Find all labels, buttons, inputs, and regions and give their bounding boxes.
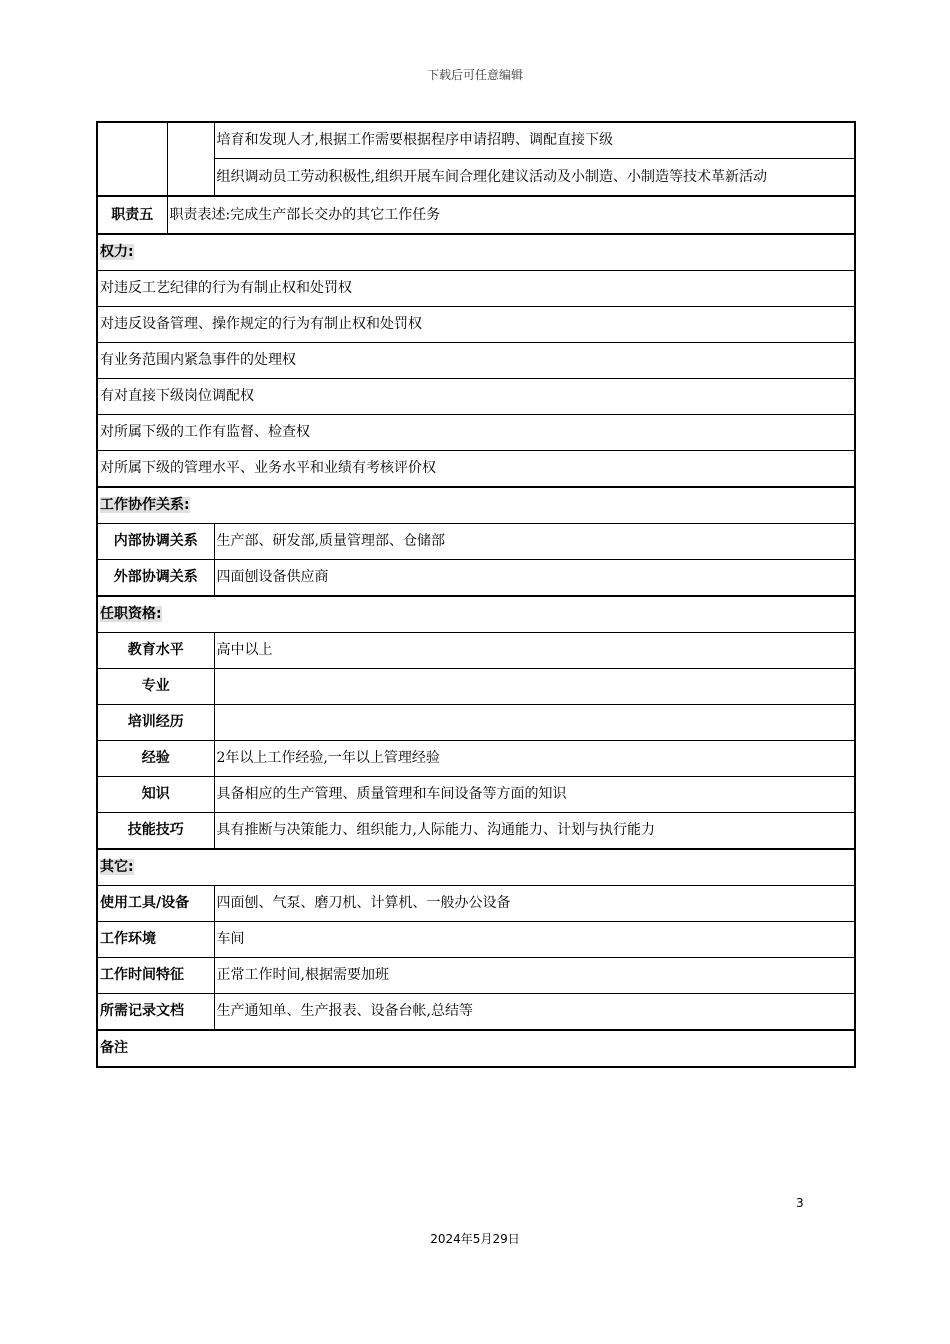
footer-date: 2024年5月29日	[430, 1232, 520, 1246]
power-title: 权力:	[100, 244, 134, 260]
qualification-label: 培训经历	[97, 705, 214, 741]
power-item: 有业务范围内紧急事件的处理权	[97, 343, 855, 379]
section-row	[97, 596, 855, 633]
table-row	[97, 633, 855, 669]
header-note: 下载后可任意编辑	[426, 68, 523, 82]
qualification-value: 具备相应的生产管理、质量管理和车间设备等方面的知识	[214, 777, 855, 813]
other-title: 其它:	[100, 859, 134, 875]
qualification-label: 专业	[97, 669, 214, 705]
other-label: 工作时间特征	[97, 958, 214, 994]
list-item	[97, 415, 855, 451]
duty5-text: 职责表述:完成生产部长交办的其它工作任务	[167, 196, 855, 234]
list-item	[97, 379, 855, 415]
other-value: 四面刨、气泵、磨刀机、计算机、一般办公设备	[214, 886, 855, 922]
cooperation-value: 四面刨设备供应商	[214, 560, 855, 597]
table-row	[97, 1030, 855, 1067]
table-row	[97, 958, 855, 994]
duty-detail-text: 组织调动员工劳动积极性,组织开展车间合理化建议活动及小制造、小制造等技术革新活动	[214, 159, 855, 197]
table-row	[97, 994, 855, 1031]
section-row	[97, 234, 855, 271]
table-row	[97, 669, 855, 705]
cooperation-title: 工作协作关系:	[100, 497, 190, 513]
other-value: 车间	[214, 922, 855, 958]
qualification-value: 2年以上工作经验,一年以上管理经验	[214, 741, 855, 777]
section-row	[97, 487, 855, 524]
power-item: 对违反设备管理、操作规定的行为有制止权和处罚权	[97, 307, 855, 343]
power-item: 对所属下级的工作有监督、检查权	[97, 415, 855, 451]
qualification-value: 高中以上	[214, 633, 855, 669]
table-row	[97, 560, 855, 597]
blank-cell	[97, 122, 167, 196]
list-item	[97, 307, 855, 343]
remarks-label: 备注	[97, 1030, 855, 1067]
duty5-label: 职责五	[97, 196, 167, 234]
qualification-value	[214, 669, 855, 705]
qualification-value: 具有推断与决策能力、组织能力,人际能力、沟通能力、计划与执行能力	[214, 813, 855, 850]
cooperation-label: 外部协调关系	[97, 560, 214, 597]
table-row	[97, 922, 855, 958]
qualification-title: 任职资格:	[100, 606, 162, 622]
job-description-table	[96, 121, 856, 1068]
table-row	[97, 741, 855, 777]
cooperation-value: 生产部、研发部,质量管理部、仓储部	[214, 524, 855, 560]
qualification-label: 经验	[97, 741, 214, 777]
other-label: 使用工具/设备	[97, 886, 214, 922]
list-item	[97, 343, 855, 379]
power-item: 对违反工艺纪律的行为有制止权和处罚权	[97, 271, 855, 307]
other-label: 工作环境	[97, 922, 214, 958]
list-item	[97, 271, 855, 307]
qualification-label: 知识	[97, 777, 214, 813]
page-number: 3	[796, 1196, 804, 1210]
table-row	[97, 886, 855, 922]
qualification-label: 技能技巧	[97, 813, 214, 850]
blank-cell	[167, 122, 214, 196]
other-label: 所需记录文档	[97, 994, 214, 1031]
table-row	[97, 122, 855, 159]
qualification-value	[214, 705, 855, 741]
table-row	[97, 524, 855, 560]
table-row	[97, 705, 855, 741]
list-item	[97, 451, 855, 488]
table-row	[97, 196, 855, 234]
table-row	[97, 777, 855, 813]
section-row	[97, 849, 855, 886]
table-row	[97, 813, 855, 850]
other-value: 正常工作时间,根据需要加班	[214, 958, 855, 994]
qualification-label: 教育水平	[97, 633, 214, 669]
other-value: 生产通知单、生产报表、设备台帐,总结等	[214, 994, 855, 1031]
cooperation-label: 内部协调关系	[97, 524, 214, 560]
duty-detail-text: 培育和发现人才,根据工作需要根据程序申请招聘、调配直接下级	[214, 122, 855, 159]
power-item: 有对直接下级岗位调配权	[97, 379, 855, 415]
power-item: 对所属下级的管理水平、业务水平和业绩有考核评价权	[97, 451, 855, 488]
